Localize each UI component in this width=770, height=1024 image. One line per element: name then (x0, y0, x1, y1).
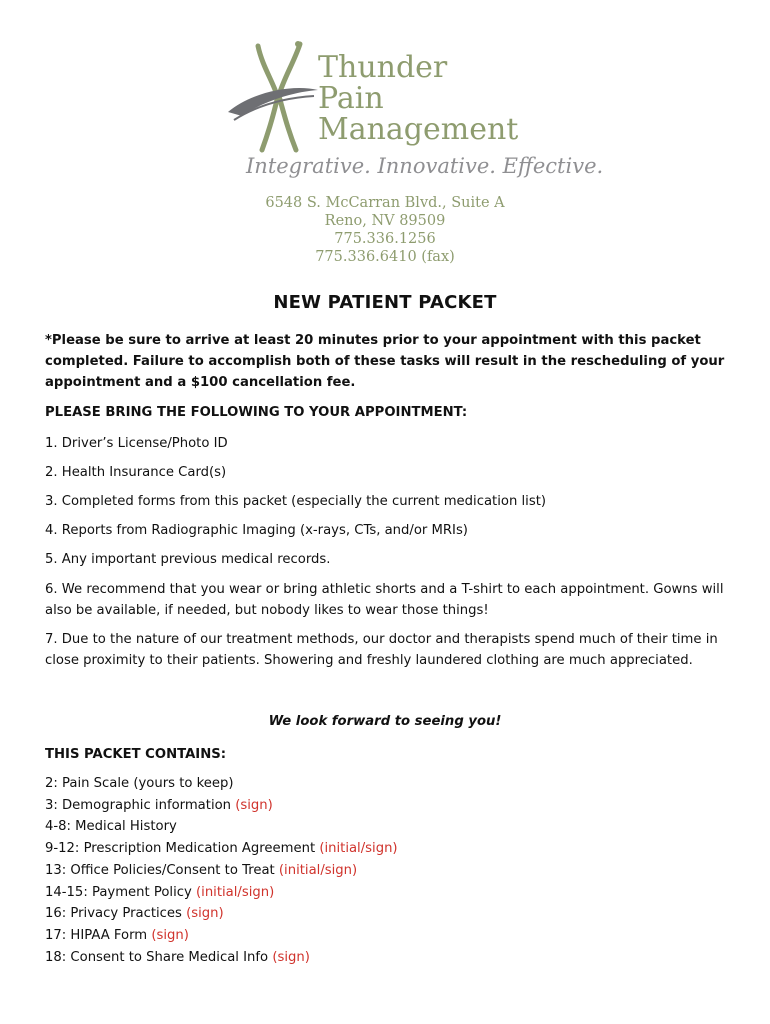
list-item (45, 795, 735, 817)
bring-item: 7. Due to the nature of our treatment methods, our doctor and therapists spend much of their time in close proximity to their patients. Showering and freshly laundered clothing are much appreciated. (45, 632, 718, 668)
list-item (45, 903, 735, 925)
list-item-text: 13: Office Policies/Consent to Treat (45, 862, 279, 878)
bring-item: 3. Completed forms from this packet (especially the current medication list) (45, 494, 547, 509)
logo (222, 40, 604, 190)
address-fax: 775.336.6410 (fax) (315, 249, 455, 265)
list-item-text: 14-15: Payment Policy (45, 884, 197, 900)
address-block (0, 194, 770, 266)
bring-item: 6. We recommend that you wear or bring athletic shorts and a T-shirt to each appointment. Gowns will also be available, if needed, but nobody likes to wear those things! (45, 582, 724, 618)
address-phone: 775.336.1256 (334, 231, 436, 247)
list-item-note: (sign) (235, 797, 273, 813)
logo-line-3: Management (318, 112, 519, 147)
list-item-note: (initial/sign) (278, 862, 358, 878)
list-item-text: 4-8: Medical History (45, 819, 177, 835)
list-item (45, 860, 735, 882)
arrival-notice: *Please be sure to arrive at least 20 minutes prior to your appointment with this packet completed. Failure to accomplish both of these tasks will result in the rescheduling of your appointment and a $100 cancellation fee. (45, 333, 725, 390)
list-item (45, 925, 735, 947)
list-item-note: (sign) (272, 949, 310, 965)
list-item-text: 9-12: Prescription Medication Agreement (45, 841, 320, 857)
address-street: 6548 S. McCarran Blvd., Suite A (265, 195, 505, 211)
logo-line-1: Thunder (318, 50, 448, 85)
bring-item: 5. Any important previous medical records. (45, 552, 331, 567)
bring-item: 2. Health Insurance Card(s) (45, 465, 227, 480)
packet-contents-list (45, 773, 735, 968)
list-item-note: (sign) (151, 927, 189, 943)
figure-logo-icon (222, 40, 332, 155)
tagline: Integrative. Innovative. Effective. (246, 154, 604, 178)
list-item-text: 18: Consent to Share Medical Info (45, 949, 273, 965)
contains-heading: THIS PACKET CONTAINS: (45, 747, 226, 762)
address-city: Reno, NV 89509 (324, 213, 446, 229)
list-item (45, 947, 735, 969)
logo-name (318, 52, 518, 145)
page-title: NEW PATIENT PACKET (273, 292, 497, 313)
list-item-note: (initial/sign) (196, 884, 275, 900)
list-item (45, 882, 735, 904)
list-item-text: 2: Pain Scale (yours to keep) (45, 776, 234, 791)
list-item-text: 3: Demographic information (45, 797, 236, 813)
bring-heading: PLEASE BRING THE FOLLOWING TO YOUR APPOINTMENT: (45, 405, 468, 420)
list-item (45, 773, 735, 795)
list-item-note: (sign) (186, 906, 224, 922)
logo-line-2: Pain (318, 81, 384, 116)
bring-item: 1. Driver’s License/Photo ID (45, 436, 228, 451)
list-item (45, 816, 735, 838)
list-item (45, 838, 735, 860)
list-item-note: (initial/sign) (319, 841, 398, 857)
list-item-text: 17: HIPAA Form (45, 927, 152, 943)
bring-item: 4. Reports from Radiographic Imaging (x-rays, CTs, and/or MRIs) (45, 523, 468, 538)
list-item-text: 16: Privacy Practices (45, 906, 187, 922)
closing-message: We look forward to seeing you! (268, 714, 502, 729)
